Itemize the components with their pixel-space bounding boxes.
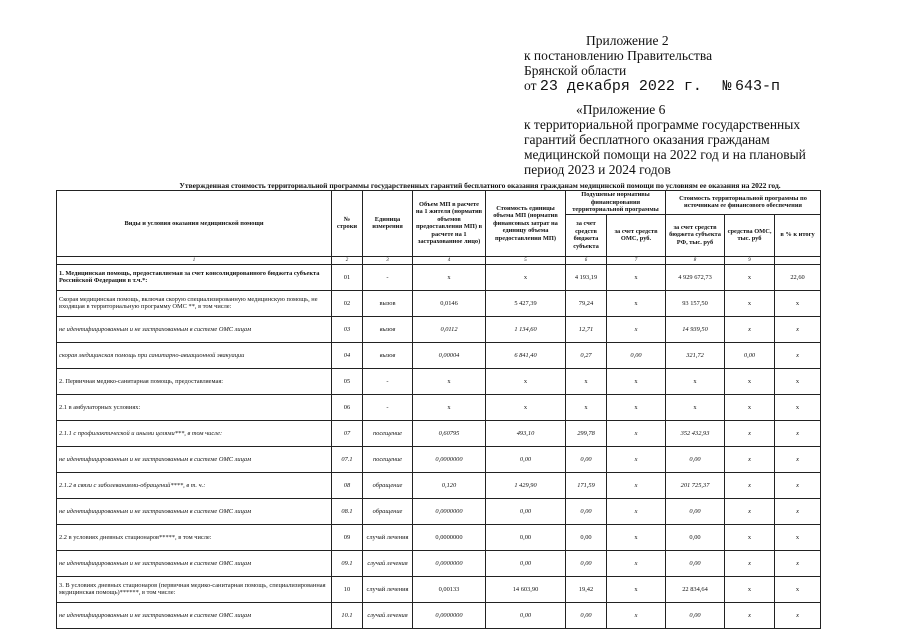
row-name: не идентифицированным и не застрахованным в системе ОМС лицам — [57, 316, 332, 342]
row-unit: случай лечения — [363, 576, 413, 602]
row-unit-cost: 6 841,40 — [486, 342, 566, 368]
row-budget-sum: 0,00 — [666, 498, 725, 524]
row-number: 08 — [332, 472, 363, 498]
row-unit-cost: 0,00 — [486, 550, 566, 576]
col-header-unit-cost: Стоимость единицы объема МП (норматив финансовых затрат на единицу объема предоставления МП) — [486, 191, 566, 257]
table-row — [57, 524, 821, 550]
row-name: 2.2 в условиях дневных стационаров*****, в том числе: — [57, 524, 332, 550]
row-unit: случай лечения — [363, 524, 413, 550]
row-percent: 22,60 — [775, 264, 821, 290]
row-unit-cost: х — [486, 394, 566, 420]
column-number: 6 — [566, 256, 607, 264]
row-budget: 4 193,19 — [566, 264, 607, 290]
row-volume: 0,0000000 — [413, 602, 486, 628]
row-oms: х — [607, 550, 666, 576]
table-row — [57, 342, 821, 368]
row-volume: 0,0000000 — [413, 550, 486, 576]
column-number: 2 — [332, 256, 363, 264]
col-header-percent: в % к итогу — [775, 214, 821, 256]
row-percent: х — [775, 550, 821, 576]
row-unit: вызов — [363, 316, 413, 342]
program-reference — [524, 117, 844, 177]
row-unit: - — [363, 394, 413, 420]
program-line-2: гарантий бесплатного оказания гражданам — [524, 132, 770, 147]
col-header-oms-sum: средства ОМС, тыс. руб — [725, 214, 775, 256]
row-percent: х — [775, 576, 821, 602]
row-oms: х — [607, 420, 666, 446]
table-row — [57, 394, 821, 420]
row-budget: 0,00 — [566, 498, 607, 524]
row-number: 09.1 — [332, 550, 363, 576]
row-volume: х — [413, 368, 486, 394]
program-line-3: медицинской помощи на 2022 год и на плановый — [524, 147, 806, 162]
row-unit: случай лечения — [363, 602, 413, 628]
row-budget: х — [566, 394, 607, 420]
row-budget-sum: х — [666, 394, 725, 420]
row-volume: 0,120 — [413, 472, 486, 498]
row-budget: 0,00 — [566, 524, 607, 550]
resolution-number: 643-п — [735, 78, 781, 95]
row-number: 07 — [332, 420, 363, 446]
row-budget: х — [566, 368, 607, 394]
region-line: Брянской области — [524, 63, 627, 78]
row-budget: 0,00 — [566, 446, 607, 472]
row-unit-cost: 14 603,90 — [486, 576, 566, 602]
row-number: 10 — [332, 576, 363, 602]
row-budget: 0,27 — [566, 342, 607, 368]
row-unit-cost: 1 429,90 — [486, 472, 566, 498]
row-number: 09 — [332, 524, 363, 550]
row-budget-sum: 14 939,50 — [666, 316, 725, 342]
row-oms-sum: х — [725, 316, 775, 342]
row-oms-sum: х — [725, 368, 775, 394]
row-budget: 299,78 — [566, 420, 607, 446]
resolution-line: к постановлению Правительства — [524, 48, 713, 63]
row-unit: вызов — [363, 290, 413, 316]
table-row — [57, 576, 821, 602]
row-number: 10.1 — [332, 602, 363, 628]
date-line — [524, 78, 844, 94]
row-name: 2.1.2 в связи с заболеваниями-обращений****, в т. ч.: — [57, 472, 332, 498]
row-unit: - — [363, 264, 413, 290]
row-number: 06 — [332, 394, 363, 420]
number-sign: № — [722, 78, 732, 95]
row-volume: 0,0000000 — [413, 524, 486, 550]
column-number: 1 — [57, 256, 332, 264]
row-oms-sum: х — [725, 394, 775, 420]
cost-table — [56, 190, 821, 629]
row-budget: 171,59 — [566, 472, 607, 498]
row-unit-cost: 1 134,60 — [486, 316, 566, 342]
row-budget: 19,42 — [566, 576, 607, 602]
column-number: 8 — [666, 256, 725, 264]
row-oms: х — [607, 472, 666, 498]
col-group-program-cost: Стоимость территориальной программы по источникам ее финансового обеспечения — [666, 191, 821, 215]
row-budget-sum: 352 432,93 — [666, 420, 725, 446]
table-title: Утвержденная стоимость территориальной программы государственных гарантий бесплатного оказания гражданам медицинской помощи по условиям ее оказания на 2022 год. — [179, 181, 781, 190]
row-volume: 0,00004 — [413, 342, 486, 368]
row-oms-sum: 0,00 — [725, 342, 775, 368]
row-oms: х — [607, 602, 666, 628]
row-oms: х — [607, 446, 666, 472]
row-unit: случай лечения — [363, 550, 413, 576]
col-header-budget-sum: за счет средств бюджета субъекта РФ, тыс. руб — [666, 214, 725, 256]
row-volume: х — [413, 394, 486, 420]
program-line-1: к территориальной программе государственных — [524, 117, 801, 132]
table-row — [57, 316, 821, 342]
row-name: Скорая медицинская помощь, включая скорую специализированную медицинскую помощь, не входящая в территориальную программу ОМС **, в том числе: — [57, 290, 332, 316]
column-number — [775, 256, 821, 264]
document-header — [524, 33, 844, 177]
row-percent: х — [775, 602, 821, 628]
row-budget-sum: 0,00 — [666, 550, 725, 576]
row-number: 04 — [332, 342, 363, 368]
row-number: 08.1 — [332, 498, 363, 524]
from-label: от — [524, 78, 537, 93]
row-number: 01 — [332, 264, 363, 290]
row-unit-cost: 0,00 — [486, 524, 566, 550]
row-oms: х — [607, 290, 666, 316]
col-header-unit: Единица измерения — [363, 191, 413, 257]
col-header-kind: Виды и условия оказания медицинской помощи — [57, 191, 332, 257]
table-row — [57, 368, 821, 394]
column-number: 4 — [413, 256, 486, 264]
row-budget-sum: х — [666, 368, 725, 394]
row-unit-cost: х — [486, 264, 566, 290]
row-oms-sum: х — [725, 264, 775, 290]
row-percent: х — [775, 446, 821, 472]
row-unit-cost: 0,00 — [486, 602, 566, 628]
row-unit-cost: 0,00 — [486, 498, 566, 524]
row-oms-sum: х — [725, 576, 775, 602]
row-name: 1. Медицинская помощь, предоставляемая за счет консолидированного бюджета субъекта Российской Федерации в т.ч.*: — [57, 264, 332, 290]
row-budget-sum: 0,00 — [666, 524, 725, 550]
row-oms: х — [607, 576, 666, 602]
table-row — [57, 498, 821, 524]
column-number: 9 — [725, 256, 775, 264]
row-oms: х — [607, 316, 666, 342]
row-percent: х — [775, 524, 821, 550]
row-unit: обращение — [363, 472, 413, 498]
row-oms-sum: х — [725, 290, 775, 316]
table-row — [57, 264, 821, 290]
row-percent: х — [775, 472, 821, 498]
col-header-budget: за счет средств бюджета субъекта — [566, 214, 607, 256]
table-row — [57, 472, 821, 498]
row-name: 3. В условиях дневных стационаров (первичная медико-санитарная помощь, специализированная медицинская помощь)******, в том числе: — [57, 576, 332, 602]
row-budget-sum: 201 725,37 — [666, 472, 725, 498]
row-percent: х — [775, 498, 821, 524]
row-unit-cost: х — [486, 368, 566, 394]
row-budget-sum: 22 834,64 — [666, 576, 725, 602]
col-group-per-capita: Подушевые нормативы финансирования территориальной программы — [566, 191, 666, 215]
column-numbers-row — [57, 256, 821, 264]
row-oms: х — [607, 368, 666, 394]
table-row — [57, 290, 821, 316]
row-name: 2.1.1 с профилактической и иными целями***, в том числе: — [57, 420, 332, 446]
row-volume: 0,0146 — [413, 290, 486, 316]
row-oms-sum: х — [725, 472, 775, 498]
col-header-row-number: № строки — [332, 191, 363, 257]
row-volume: 0,0000000 — [413, 498, 486, 524]
row-oms: х — [607, 264, 666, 290]
row-budget: 0,00 — [566, 602, 607, 628]
program-line-4: период 2023 и 2024 годов — [524, 162, 671, 177]
row-budget-sum: 4 929 672,73 — [666, 264, 725, 290]
row-name: не идентифицированным и не застрахованным в системе ОМС лицам — [57, 446, 332, 472]
row-budget-sum: 0,00 — [666, 602, 725, 628]
row-percent: х — [775, 420, 821, 446]
resolution-date: 23 декабря 2022 г. — [539, 78, 702, 95]
row-unit-cost: 5 427,39 — [486, 290, 566, 316]
row-volume: х — [413, 264, 486, 290]
row-name: 2.1 в амбулаторных условиях: — [57, 394, 332, 420]
table-row — [57, 420, 821, 446]
col-header-volume: Объем МП в расчете на 1 жителя (норматив объемов предоставления МП) в расчете на 1 застрахованное лицо) — [413, 191, 486, 257]
row-name: 2. Первичная медико-санитарная помощь, предоставляемая: — [57, 368, 332, 394]
row-name: не идентифицированным и не застрахованным в системе ОМС лицам — [57, 498, 332, 524]
row-unit: - — [363, 368, 413, 394]
row-number: 05 — [332, 368, 363, 394]
row-name: скорая медицинская помощь при санитарно-авиационной эвакуации — [57, 342, 332, 368]
row-volume: 0,0000000 — [413, 446, 486, 472]
row-volume: 0,60795 — [413, 420, 486, 446]
row-budget-sum: 0,00 — [666, 446, 725, 472]
row-budget: 12,71 — [566, 316, 607, 342]
column-number: 3 — [363, 256, 413, 264]
row-number: 02 — [332, 290, 363, 316]
row-oms-sum: х — [725, 498, 775, 524]
table-row — [57, 602, 821, 628]
row-budget-sum: 321,72 — [666, 342, 725, 368]
row-volume: 0,0112 — [413, 316, 486, 342]
row-percent: х — [775, 316, 821, 342]
row-oms-sum: х — [725, 550, 775, 576]
row-budget-sum: 93 157,50 — [666, 290, 725, 316]
row-percent: х — [775, 394, 821, 420]
row-unit: посещение — [363, 446, 413, 472]
row-budget: 79,24 — [566, 290, 607, 316]
row-unit: посещение — [363, 420, 413, 446]
row-unit: вызов — [363, 342, 413, 368]
row-unit-cost: 493,10 — [486, 420, 566, 446]
row-number: 07.1 — [332, 446, 363, 472]
table-row — [57, 446, 821, 472]
row-oms: х — [607, 524, 666, 550]
row-oms: х — [607, 394, 666, 420]
row-budget: 0,00 — [566, 550, 607, 576]
row-number: 03 — [332, 316, 363, 342]
row-percent: х — [775, 290, 821, 316]
row-name: не идентифицированным и не застрахованным в системе ОМС лицам — [57, 550, 332, 576]
row-oms-sum: х — [725, 446, 775, 472]
col-header-oms: за счет средств ОМС, руб. — [607, 214, 666, 256]
appendix-label: Приложение 2 — [586, 33, 669, 48]
column-number: 7 — [607, 256, 666, 264]
row-unit: обращение — [363, 498, 413, 524]
row-oms: х — [607, 498, 666, 524]
row-percent: х — [775, 368, 821, 394]
row-name: не идентифицированным и не застрахованным в системе ОМС лицам — [57, 602, 332, 628]
row-oms: 0,00 — [607, 342, 666, 368]
appendix6-label: «Приложение 6 — [576, 102, 666, 117]
row-unit-cost: 0,00 — [486, 446, 566, 472]
row-oms-sum: х — [725, 602, 775, 628]
table-row — [57, 550, 821, 576]
row-percent: х — [775, 342, 821, 368]
row-oms-sum: х — [725, 420, 775, 446]
row-oms-sum: х — [725, 524, 775, 550]
row-volume: 0,00133 — [413, 576, 486, 602]
column-number: 5 — [486, 256, 566, 264]
